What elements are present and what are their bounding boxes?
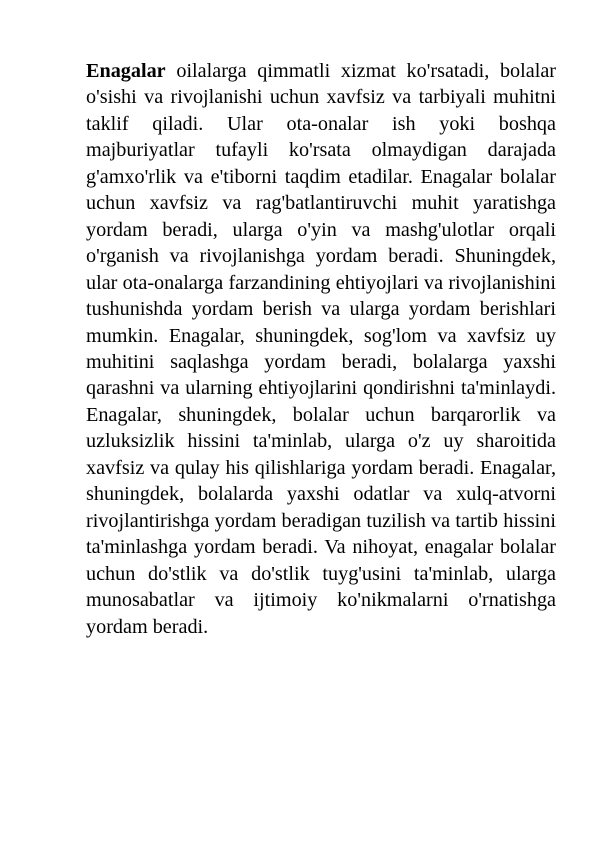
lead-term: Enagalar	[86, 60, 166, 82]
body-paragraph	[86, 58, 556, 640]
paragraph-text: oilalarga qimmatli xizmat ko'rsatadi, bolalar o'sishi va rivojlanishi uchun xavfsiz va tarbiyali muhitni taklif qiladi. Ular ota-onalar ish yoki boshqa majburiyatlar tufayli ko'rsata olmaydigan darajada g'amxo'rlik va e'tiborni taqdim etadilar. Enagalar bolalar uchun xavfsiz va rag'batlantiruvchi muhit yaratishga yordam beradi, ularga o'yin va mashg'ulotlar orqali o'rganish va rivojlanishga yordam beradi. Shuningdek, ular ota-onalarga farzandining ehtiyojlari va rivojlanishini tushunishda yordam berish va ularga yordam berishlari mumkin. Enagalar, shuningdek, sog'lom va xavfsiz uy muhitini saqlashga yordam beradi, bolalarga yaxshi qarashni va ularning ehtiyojlarini qondirishni ta'minlaydi. Enagalar, shuningdek, bolalar uchun barqarorlik va uzluksizlik hissini ta'minlab, ularga o'z uy sharoitida xavfsiz va qulay his qilishlariga yordam beradi. Enagalar, shuningdek, bolalarda yaxshi odatlar va xulq-atvorni rivojlantirishga yordam beradigan tuzilish va tartib hissini ta'minlashga yordam beradi. Va nihoyat, enagalar bolalar uchun do'stlik va do'stlik tuyg'usini ta'minlab, ularga munosabatlar va ijtimoiy ko'nikmalarni o'rnatishga yordam beradi.	[86, 60, 556, 638]
